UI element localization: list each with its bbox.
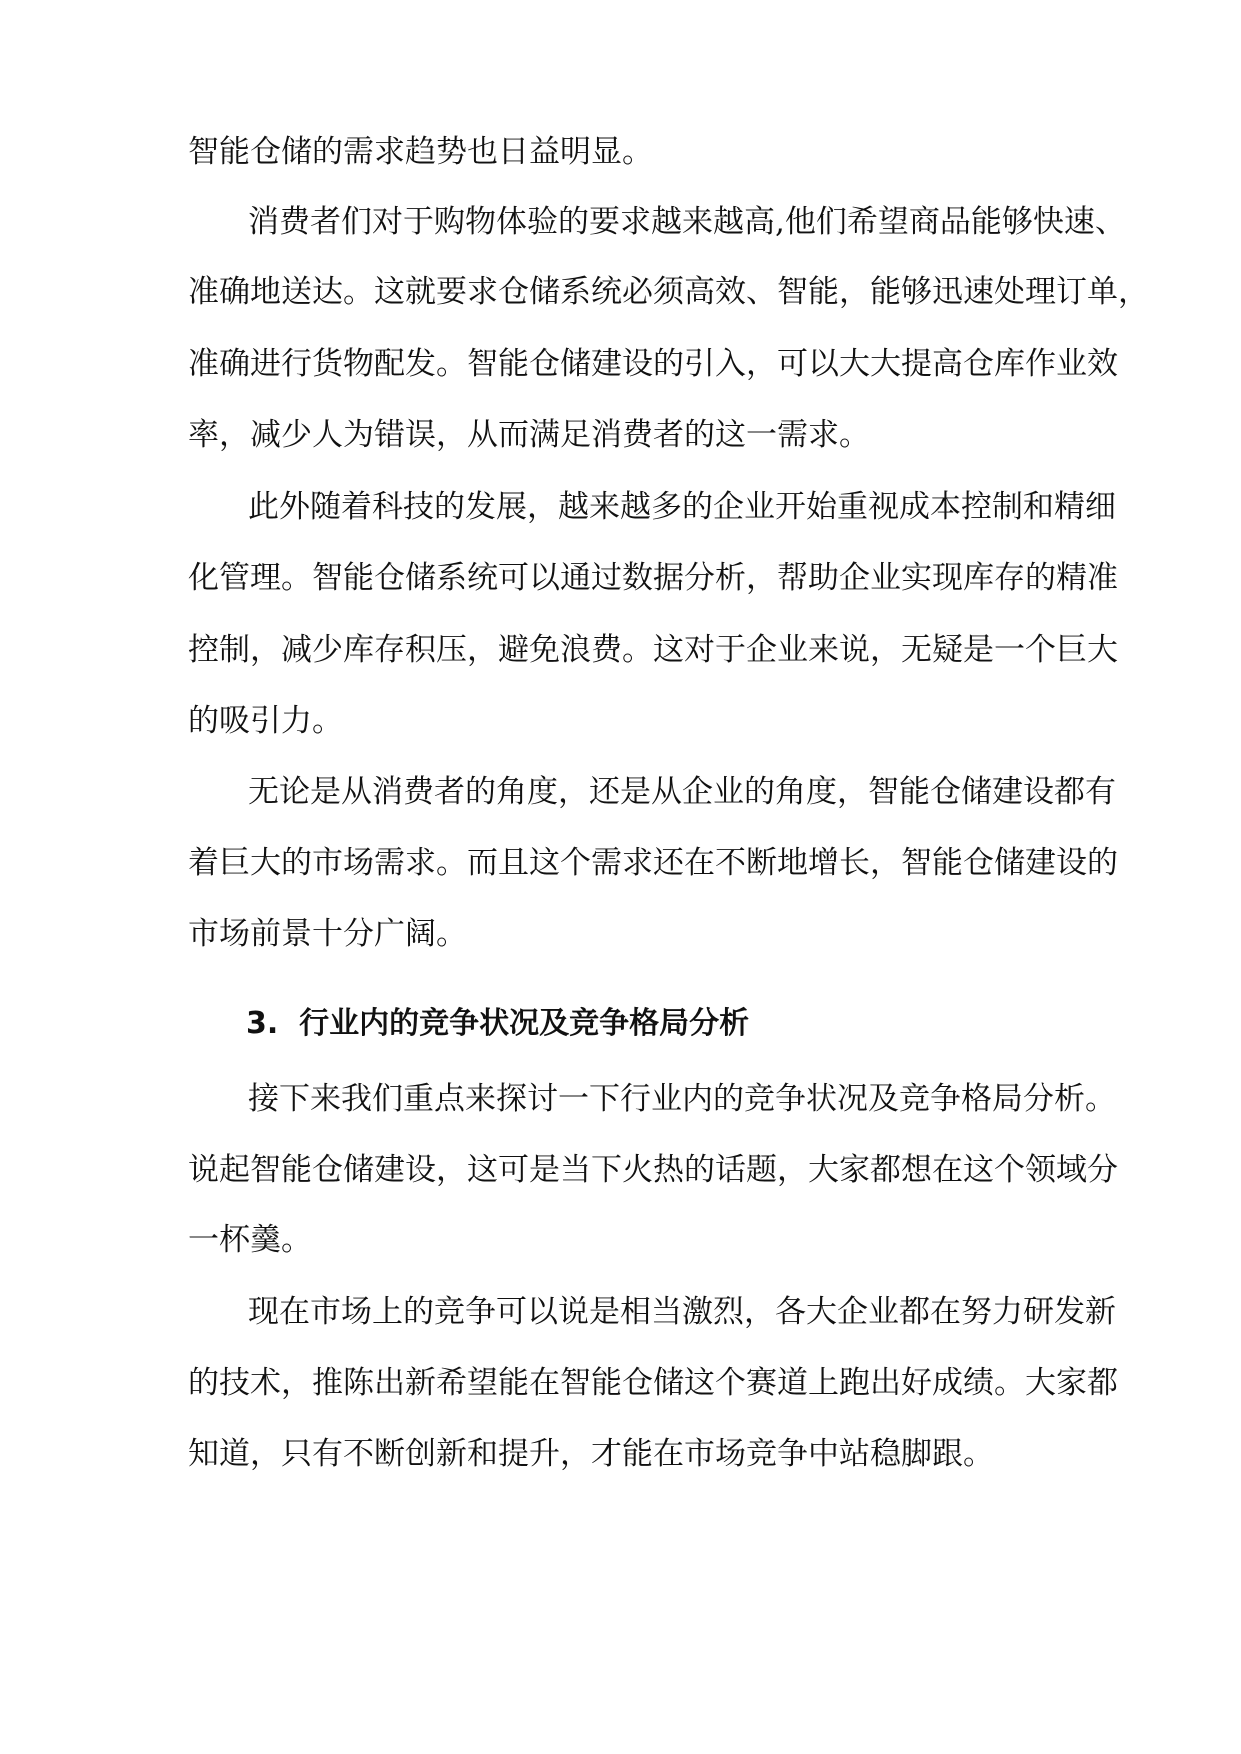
paragraph-6-line-3: 知道，只有不断创新和提升，才能在市场竞争中站稳脚跟。 (188, 1436, 994, 1472)
paragraph-5-line-2: 说起智能仓储建设，这可是当下火热的话题，大家都想在这个领域分 (188, 1152, 1118, 1188)
paragraph-5-line-1: 接下来我们重点来探讨一下行业内的竞争状况及竞争格局分析。 (248, 1081, 1116, 1117)
paragraph-2-line-3: 准确进行货物配发。智能仓储建设的引入，可以大大提高仓库作业效 (188, 346, 1118, 382)
paragraph-3-line-3: 控制，减少库存积压，避免浪费。这对于企业来说，无疑是一个巨大 (188, 632, 1118, 668)
paragraph-2-line-1: 消费者们对于购物体验的要求越来越高,他们希望商品能够快速、 (248, 204, 1126, 240)
paragraph-3-line-2: 化管理。智能仓储系统可以通过数据分析，帮助企业实现库存的精准 (188, 560, 1118, 596)
paragraph-5-line-3: 一杯羹。 (188, 1222, 312, 1258)
paragraph-4-line-2: 着巨大的市场需求。而且这个需求还在不断地增长，智能仓储建设的 (188, 845, 1118, 881)
paragraph-3-line-4: 的吸引力。 (188, 703, 343, 739)
paragraph-6-line-1: 现在市场上的竞争可以说是相当激烈，各大企业都在努力研发新 (248, 1294, 1116, 1330)
paragraph-2-line-2: 准确地送达。这就要求仓储系统必须高效、智能，能够迅速处理订单， (188, 274, 1149, 310)
paragraph-3-line-1: 此外随着科技的发展，越来越多的企业开始重视成本控制和精细 (248, 489, 1116, 525)
paragraph-1-line-1: 智能仓储的需求趋势也日益明显。 (188, 134, 653, 170)
paragraph-4-line-1: 无论是从消费者的角度，还是从企业的角度，智能仓储建设都有 (248, 774, 1116, 810)
paragraph-6-line-2: 的技术，推陈出新希望能在智能仓储这个赛道上跑出好成绩。大家都 (188, 1365, 1118, 1401)
paragraph-4-line-3: 市场前景十分广阔。 (188, 916, 467, 952)
section-heading-text: 行业内的竞争状况及竞争格局分析 (299, 1006, 750, 1041)
paragraph-2-line-4: 率，减少人为错误，从而满足消费者的这一需求。 (188, 417, 870, 453)
section-heading-number: 3. (246, 1006, 279, 1041)
section-heading (246, 1004, 749, 1044)
